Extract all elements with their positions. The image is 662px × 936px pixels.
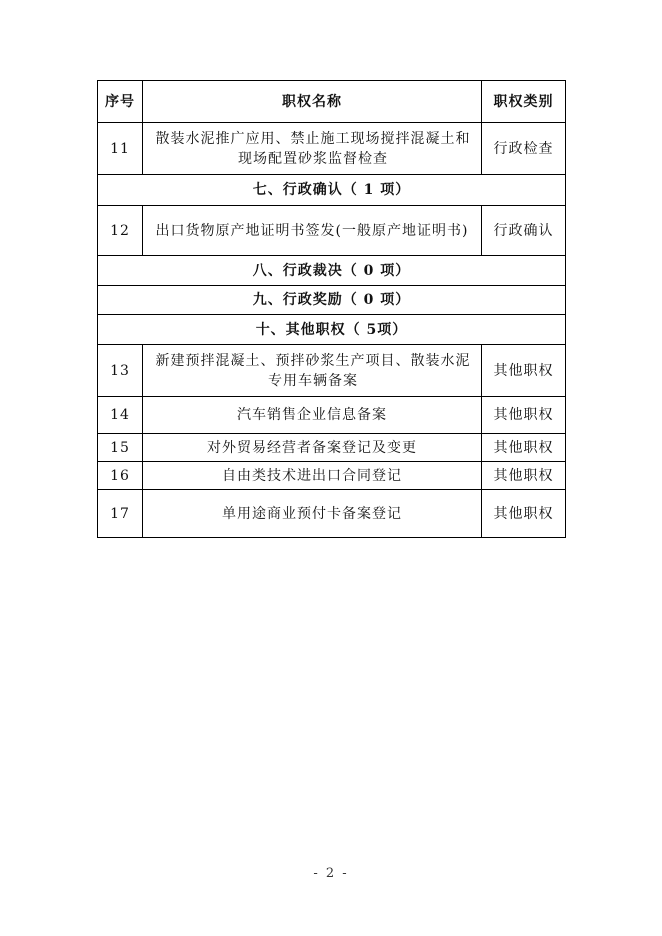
section-row (98, 175, 566, 206)
table-row (98, 397, 566, 434)
section-row (98, 256, 566, 286)
row-authority-type: 其他职权 (482, 434, 566, 462)
row-number: 14 (98, 397, 143, 434)
row-authority-name: 散装水泥推广应用、禁止施工现场搅拌混凝土和现场配置砂浆监督检查 (143, 123, 482, 175)
section-title: 八、行政裁决（ 0 项） (98, 256, 566, 286)
row-authority-type: 其他职权 (482, 397, 566, 434)
table-row (98, 490, 566, 538)
row-authority-type: 行政确认 (482, 206, 566, 256)
table-header-row (98, 81, 566, 123)
row-authority-type: 其他职权 (482, 345, 566, 397)
row-number: 17 (98, 490, 143, 538)
row-authority-name: 自由类技术进出口合同登记 (143, 462, 482, 490)
table-row (98, 434, 566, 462)
section-title: 九、行政奖励（ 0 项） (98, 286, 566, 315)
section-row (98, 286, 566, 315)
header-authority-type: 职权类别 (482, 81, 566, 123)
table-row (98, 462, 566, 490)
row-authority-name: 对外贸易经营者备案登记及变更 (143, 434, 482, 462)
header-number: 序号 (98, 81, 143, 123)
row-authority-name: 汽车销售企业信息备案 (143, 397, 482, 434)
row-number: 16 (98, 462, 143, 490)
row-number: 15 (98, 434, 143, 462)
section-title: 七、行政确认（ 1 项） (98, 175, 566, 206)
row-number: 11 (98, 123, 143, 175)
table-row (98, 123, 566, 175)
row-number: 12 (98, 206, 143, 256)
row-authority-type: 行政检查 (482, 123, 566, 175)
table-row (98, 345, 566, 397)
section-title: 十、其他职权（ 5项） (98, 315, 566, 345)
row-authority-name: 单用途商业预付卡备案登记 (143, 490, 482, 538)
table-row (98, 206, 566, 256)
header-authority-name: 职权名称 (143, 81, 482, 123)
row-authority-name: 出口货物原产地证明书签发(一般原产地证明书) (143, 206, 482, 256)
section-row (98, 315, 566, 345)
row-authority-type: 其他职权 (482, 462, 566, 490)
row-authority-name: 新建预拌混凝土、预拌砂浆生产项目、散装水泥专用车辆备案 (143, 345, 482, 397)
page-number: - 2 - (313, 866, 349, 881)
authority-table (97, 80, 566, 538)
row-authority-type: 其他职权 (482, 490, 566, 538)
row-number: 13 (98, 345, 143, 397)
